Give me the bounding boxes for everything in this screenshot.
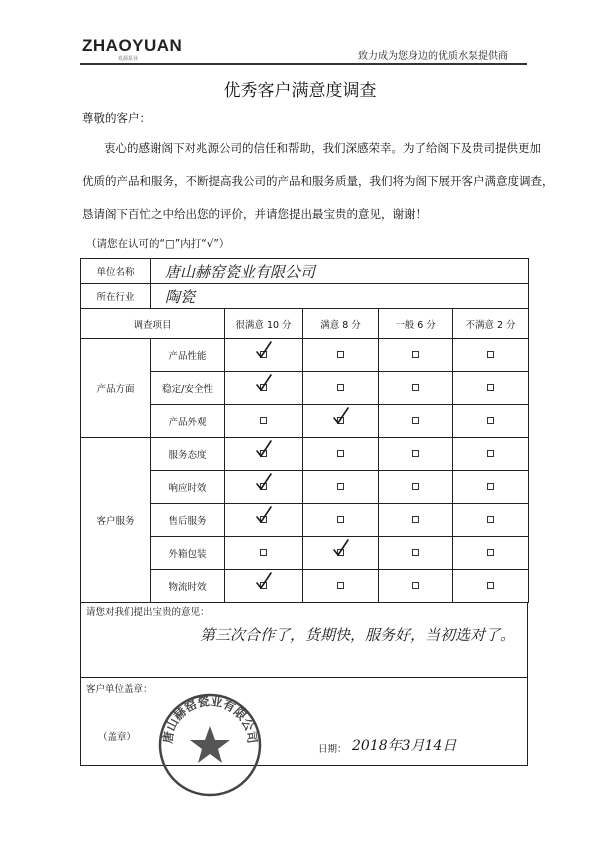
- instruction-text: （请您在认可的“□”内打“√”）: [86, 238, 230, 250]
- empty-box-icon[interactable]: [334, 446, 348, 460]
- rating-cell[interactable]: [303, 504, 379, 537]
- company-slogan: 致力成为您身边的优质水泵提供商: [358, 51, 508, 62]
- company-name-value: 唐山赫窑瓷业有限公司: [165, 262, 316, 281]
- rating-cell[interactable]: [225, 537, 303, 570]
- empty-box-icon[interactable]: [257, 413, 271, 427]
- header-survey-item: 调查项目: [81, 309, 225, 339]
- checked-box-icon[interactable]: [334, 413, 348, 427]
- rating-cell[interactable]: [379, 537, 453, 570]
- rating-cell[interactable]: [453, 372, 529, 405]
- row-label: 稳定/安全性: [151, 372, 225, 405]
- empty-box-icon[interactable]: [484, 545, 498, 559]
- rating-cell[interactable]: [379, 504, 453, 537]
- row-label: 产品外观: [151, 405, 225, 438]
- date-value: 2018年3月14日: [352, 738, 457, 754]
- empty-box-icon[interactable]: [409, 380, 423, 394]
- header-unsatisfied: 不满意 2 分: [453, 309, 529, 339]
- rating-cell[interactable]: [379, 471, 453, 504]
- rating-cell[interactable]: [303, 372, 379, 405]
- rating-cell[interactable]: [379, 339, 453, 372]
- rating-cell[interactable]: [453, 537, 529, 570]
- date-label: 日期：: [318, 744, 347, 755]
- empty-box-icon[interactable]: [409, 479, 423, 493]
- greeting: 尊敬的客户：: [82, 111, 151, 125]
- opinion-handwritten: 第三次合作了，货期快，服务好，当初选对了。: [200, 626, 516, 644]
- empty-box-icon[interactable]: [409, 347, 423, 361]
- empty-box-icon[interactable]: [409, 413, 423, 427]
- checked-box-icon[interactable]: [257, 380, 271, 394]
- rating-cell[interactable]: [225, 405, 303, 438]
- industry-label: 所在行业: [81, 284, 151, 309]
- paragraph-line-1: 衷心的感谢阁下对兆源公司的信任和帮助，我们深感荣幸。为了给阁下及贵司提供更加: [104, 141, 541, 155]
- rating-cell[interactable]: [225, 438, 303, 471]
- empty-box-icon[interactable]: [484, 347, 498, 361]
- rating-cell[interactable]: [303, 438, 379, 471]
- industry-value: 陶瓷: [165, 287, 196, 306]
- checked-box-icon[interactable]: [257, 512, 271, 526]
- rating-cell[interactable]: [379, 438, 453, 471]
- rating-cell[interactable]: [225, 471, 303, 504]
- rating-cell[interactable]: [225, 372, 303, 405]
- group-label: 产品方面: [81, 339, 151, 438]
- stamp-placeholder: （盖章）: [98, 732, 137, 743]
- row-label: 响应时效: [151, 471, 225, 504]
- checked-box-icon[interactable]: [334, 545, 348, 559]
- paragraph-line-2: 优质的产品和服务，不断提高我公司的产品和服务质量，我们将为阁下展开客户满意度调查，: [82, 174, 554, 188]
- rating-cell[interactable]: [379, 405, 453, 438]
- row-label: 售后服务: [151, 504, 225, 537]
- empty-box-icon[interactable]: [484, 512, 498, 526]
- rating-cell[interactable]: [225, 504, 303, 537]
- company-logo-subtitle: 兆源泵业: [118, 56, 139, 62]
- rating-cell[interactable]: [379, 570, 453, 603]
- header-divider: [80, 63, 527, 65]
- row-label: 服务态度: [151, 438, 225, 471]
- stamp-label: 客户单位盖章：: [86, 684, 153, 695]
- row-label: 产品性能: [151, 339, 225, 372]
- empty-box-icon[interactable]: [257, 545, 271, 559]
- empty-box-icon[interactable]: [409, 578, 423, 592]
- empty-box-icon[interactable]: [334, 380, 348, 394]
- rating-cell[interactable]: [303, 471, 379, 504]
- rating-cell[interactable]: [453, 339, 529, 372]
- empty-box-icon[interactable]: [334, 512, 348, 526]
- company-seal: [155, 690, 265, 800]
- rating-cell[interactable]: [453, 405, 529, 438]
- page-title: 优秀客户满意度调查: [223, 81, 377, 101]
- empty-box-icon[interactable]: [484, 479, 498, 493]
- row-label: 外箱包装: [151, 537, 225, 570]
- checked-box-icon[interactable]: [257, 479, 271, 493]
- checked-box-icon[interactable]: [257, 578, 271, 592]
- header-satisfied: 满意 8 分: [303, 309, 379, 339]
- empty-box-icon[interactable]: [334, 578, 348, 592]
- empty-box-icon[interactable]: [409, 446, 423, 460]
- header-very-satisfied: 很满意 10 分: [225, 309, 303, 339]
- empty-box-icon[interactable]: [409, 545, 423, 559]
- empty-box-icon[interactable]: [334, 347, 348, 361]
- company-name-label: 单位名称: [81, 259, 151, 284]
- survey-table: [80, 258, 529, 603]
- company-logo: ZHAOYUAN: [82, 36, 183, 55]
- empty-box-icon[interactable]: [484, 446, 498, 460]
- rating-cell[interactable]: [303, 537, 379, 570]
- rating-cell[interactable]: [225, 570, 303, 603]
- empty-box-icon[interactable]: [484, 578, 498, 592]
- opinion-label: 请您对我们提出宝贵的意见：: [86, 607, 210, 618]
- row-label: 物流时效: [151, 570, 225, 603]
- empty-box-icon[interactable]: [334, 479, 348, 493]
- rating-cell[interactable]: [379, 372, 453, 405]
- group-label: 客户服务: [81, 438, 151, 603]
- seal-text: 唐山赫窑瓷业有限公司: [160, 694, 260, 745]
- checked-box-icon[interactable]: [257, 347, 271, 361]
- rating-cell[interactable]: [453, 438, 529, 471]
- rating-cell[interactable]: [453, 471, 529, 504]
- rating-cell[interactable]: [303, 339, 379, 372]
- seal-star-icon: [190, 726, 230, 763]
- table-row: [81, 438, 529, 471]
- rating-cell[interactable]: [453, 504, 529, 537]
- checked-box-icon[interactable]: [257, 446, 271, 460]
- paragraph-line-3: 恳请阁下百忙之中给出您的评价，并请您提出最宝贵的意见，谢谢！: [82, 207, 427, 221]
- rating-cell[interactable]: [453, 570, 529, 603]
- empty-box-icon[interactable]: [409, 512, 423, 526]
- table-row: [81, 339, 529, 372]
- rating-cell[interactable]: [303, 570, 379, 603]
- rating-cell[interactable]: [225, 339, 303, 372]
- empty-box-icon[interactable]: [484, 413, 498, 427]
- header-average: 一般 6 分: [379, 309, 453, 339]
- rating-cell[interactable]: [303, 405, 379, 438]
- empty-box-icon[interactable]: [484, 380, 498, 394]
